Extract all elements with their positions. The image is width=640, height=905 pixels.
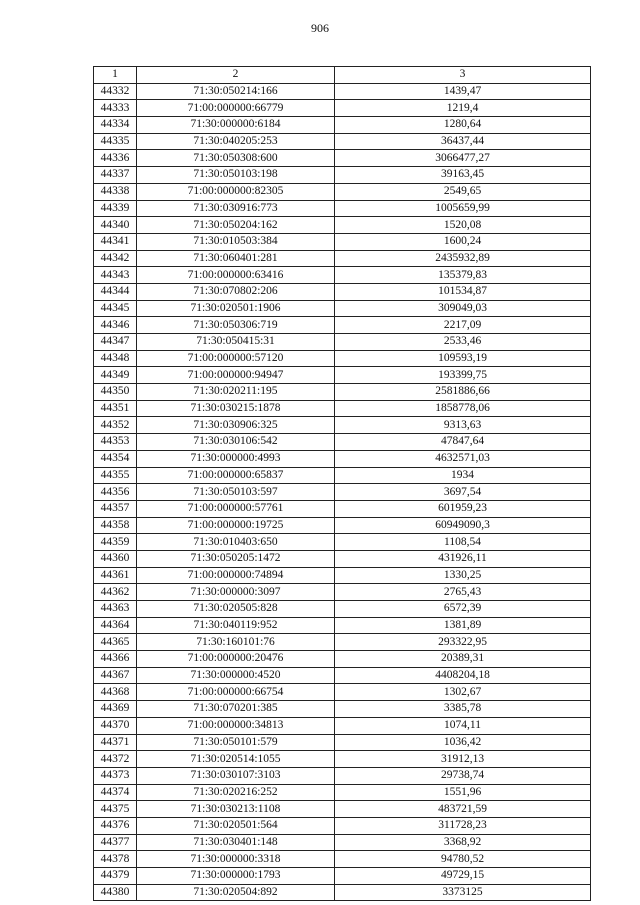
row-number-cell: 44357 — [94, 500, 137, 517]
row-number-cell: 44363 — [94, 601, 137, 618]
value-cell: 2217,09 — [335, 317, 591, 334]
row-number-cell: 44370 — [94, 717, 137, 734]
cadastral-number-cell: 71:30:040205:253 — [137, 133, 335, 150]
row-number-cell: 44354 — [94, 450, 137, 467]
value-cell: 3066477,27 — [335, 150, 591, 167]
cadastral-number-cell: 71:30:020501:564 — [137, 817, 335, 834]
cadastral-number-cell: 71:00:000000:57120 — [137, 350, 335, 367]
row-number-cell: 44372 — [94, 751, 137, 768]
value-cell: 1005659,99 — [335, 200, 591, 217]
row-number-cell: 44365 — [94, 634, 137, 651]
value-cell: 135379,83 — [335, 267, 591, 284]
value-cell: 2765,43 — [335, 584, 591, 601]
table-row — [94, 784, 591, 801]
cadastral-number-cell: 71:30:060401:281 — [137, 250, 335, 267]
value-cell: 1934 — [335, 467, 591, 484]
value-cell: 9313,63 — [335, 417, 591, 434]
table-row — [94, 367, 591, 384]
row-number-cell: 44359 — [94, 534, 137, 551]
row-number-cell: 44380 — [94, 884, 137, 901]
row-number-cell: 44338 — [94, 183, 137, 200]
cadastral-number-cell: 71:30:050415:31 — [137, 334, 335, 351]
value-cell: 1381,89 — [335, 617, 591, 634]
cadastral-number-cell: 71:30:070201:385 — [137, 701, 335, 718]
row-number-cell: 44375 — [94, 801, 137, 818]
value-cell: 20389,31 — [335, 651, 591, 668]
cadastral-number-cell: 71:30:050101:579 — [137, 734, 335, 751]
value-cell: 31912,13 — [335, 751, 591, 768]
row-number-cell: 44362 — [94, 584, 137, 601]
table-row — [94, 133, 591, 150]
value-cell: 193399,75 — [335, 367, 591, 384]
cadastral-number-cell: 71:30:030401:148 — [137, 834, 335, 851]
table-row — [94, 500, 591, 517]
table-row — [94, 617, 591, 634]
row-number-cell: 44371 — [94, 734, 137, 751]
cadastral-number-cell: 71:30:030213:1108 — [137, 801, 335, 818]
cadastral-number-cell: 71:30:050306:719 — [137, 317, 335, 334]
table-body — [94, 83, 591, 901]
value-cell: 309049,03 — [335, 300, 591, 317]
cadastral-number-cell: 71:30:050205:1472 — [137, 550, 335, 567]
row-number-cell: 44352 — [94, 417, 137, 434]
row-number-cell: 44366 — [94, 651, 137, 668]
cadastral-number-cell: 71:30:020514:1055 — [137, 751, 335, 768]
table-row — [94, 717, 591, 734]
value-cell: 1858778,06 — [335, 400, 591, 417]
value-cell: 3697,54 — [335, 484, 591, 501]
row-number-cell: 44349 — [94, 367, 137, 384]
table-row — [94, 817, 591, 834]
table-row — [94, 417, 591, 434]
cadastral-number-cell: 71:30:010503:384 — [137, 233, 335, 250]
cadastral-number-cell: 71:00:000000:94947 — [137, 367, 335, 384]
value-cell: 2435932,89 — [335, 250, 591, 267]
row-number-cell: 44376 — [94, 817, 137, 834]
value-cell: 1219,4 — [335, 100, 591, 117]
value-cell: 3368,92 — [335, 834, 591, 851]
table-row — [94, 450, 591, 467]
value-cell: 431926,11 — [335, 550, 591, 567]
value-cell: 101534,87 — [335, 283, 591, 300]
table-row — [94, 701, 591, 718]
cadastral-number-cell: 71:30:000000:6184 — [137, 117, 335, 134]
row-number-cell: 44360 — [94, 550, 137, 567]
value-cell: 2581886,66 — [335, 384, 591, 401]
value-cell: 1439,47 — [335, 83, 591, 100]
table-row — [94, 517, 591, 534]
row-number-cell: 44345 — [94, 300, 137, 317]
row-number-cell: 44333 — [94, 100, 137, 117]
table-row — [94, 200, 591, 217]
row-number-cell: 44341 — [94, 233, 137, 250]
table-row — [94, 384, 591, 401]
value-cell: 29738,74 — [335, 767, 591, 784]
cadastral-number-cell: 71:00:000000:82305 — [137, 183, 335, 200]
cadastral-number-cell: 71:30:020211:195 — [137, 384, 335, 401]
cadastral-number-cell: 71:30:000000:1793 — [137, 868, 335, 885]
table-row — [94, 167, 591, 184]
value-cell: 47847,64 — [335, 434, 591, 451]
cadastral-number-cell: 71:30:010403:650 — [137, 534, 335, 551]
row-number-cell: 44351 — [94, 400, 137, 417]
row-number-cell: 44364 — [94, 617, 137, 634]
row-number-cell: 44335 — [94, 133, 137, 150]
value-cell: 1108,54 — [335, 534, 591, 551]
table-row — [94, 534, 591, 551]
value-cell: 2533,46 — [335, 334, 591, 351]
table-row — [94, 300, 591, 317]
cadastral-number-cell: 71:30:000000:4520 — [137, 667, 335, 684]
table-row — [94, 550, 591, 567]
value-cell: 483721,59 — [335, 801, 591, 818]
table-row — [94, 751, 591, 768]
column-header-3: 3 — [335, 67, 591, 84]
cadastral-number-cell: 71:30:030215:1878 — [137, 400, 335, 417]
value-cell: 601959,23 — [335, 500, 591, 517]
table-row — [94, 684, 591, 701]
cadastral-number-cell: 71:00:000000:74894 — [137, 567, 335, 584]
table-row — [94, 651, 591, 668]
cadastral-number-cell: 71:00:000000:66754 — [137, 684, 335, 701]
row-number-cell: 44368 — [94, 684, 137, 701]
table-row — [94, 634, 591, 651]
value-cell: 311728,23 — [335, 817, 591, 834]
value-cell: 1520,08 — [335, 217, 591, 234]
table-row — [94, 334, 591, 351]
row-number-cell: 44378 — [94, 851, 137, 868]
row-number-cell: 44374 — [94, 784, 137, 801]
table-row — [94, 150, 591, 167]
cadastral-number-cell: 71:30:000000:3318 — [137, 851, 335, 868]
cadastral-number-cell: 71:00:000000:57761 — [137, 500, 335, 517]
value-cell: 109593,19 — [335, 350, 591, 367]
cadastral-number-cell: 71:30:020504:892 — [137, 884, 335, 901]
value-cell: 1036,42 — [335, 734, 591, 751]
value-cell: 3373125 — [335, 884, 591, 901]
row-number-cell: 44348 — [94, 350, 137, 367]
table-row — [94, 317, 591, 334]
row-number-cell: 44358 — [94, 517, 137, 534]
row-number-cell: 44346 — [94, 317, 137, 334]
row-number-cell: 44340 — [94, 217, 137, 234]
cadastral-number-cell: 71:00:000000:65837 — [137, 467, 335, 484]
cadastral-number-cell: 71:00:000000:34813 — [137, 717, 335, 734]
row-number-cell: 44379 — [94, 868, 137, 885]
value-cell: 1551,96 — [335, 784, 591, 801]
value-cell: 39163,45 — [335, 167, 591, 184]
row-number-cell: 44347 — [94, 334, 137, 351]
table-row — [94, 283, 591, 300]
row-number-cell: 44332 — [94, 83, 137, 100]
cadastral-number-cell: 71:30:030906:325 — [137, 417, 335, 434]
value-cell: 4632571,03 — [335, 450, 591, 467]
row-number-cell: 44336 — [94, 150, 137, 167]
cadastral-number-cell: 71:00:000000:19725 — [137, 517, 335, 534]
row-number-cell: 44343 — [94, 267, 137, 284]
cadastral-number-cell: 71:30:050214:166 — [137, 83, 335, 100]
value-cell: 36437,44 — [335, 133, 591, 150]
cadastral-number-cell: 71:30:040119:952 — [137, 617, 335, 634]
table-row — [94, 350, 591, 367]
cadastral-number-cell: 71:30:050204:162 — [137, 217, 335, 234]
row-number-cell: 44339 — [94, 200, 137, 217]
row-number-cell: 44350 — [94, 384, 137, 401]
row-number-cell: 44369 — [94, 701, 137, 718]
cadastral-number-cell: 71:30:030106:542 — [137, 434, 335, 451]
cadastral-number-cell: 71:30:050103:597 — [137, 484, 335, 501]
row-number-cell: 44367 — [94, 667, 137, 684]
cadastral-number-cell: 71:30:030107:3103 — [137, 767, 335, 784]
value-cell: 4408204,18 — [335, 667, 591, 684]
row-number-cell: 44356 — [94, 484, 137, 501]
cadastral-number-cell: 71:30:070802:206 — [137, 283, 335, 300]
value-cell: 1330,25 — [335, 567, 591, 584]
row-number-cell: 44334 — [94, 117, 137, 134]
table-row — [94, 217, 591, 234]
table-row — [94, 834, 591, 851]
column-header-1: 1 — [94, 67, 137, 84]
value-cell: 1280,64 — [335, 117, 591, 134]
value-cell: 1302,67 — [335, 684, 591, 701]
table-row — [94, 100, 591, 117]
table-row — [94, 484, 591, 501]
table-row — [94, 233, 591, 250]
row-number-cell: 44342 — [94, 250, 137, 267]
value-cell: 94780,52 — [335, 851, 591, 868]
table-row — [94, 767, 591, 784]
table-row — [94, 734, 591, 751]
table-row — [94, 801, 591, 818]
value-cell: 1600,24 — [335, 233, 591, 250]
value-cell: 3385,78 — [335, 701, 591, 718]
cadastral-number-cell: 71:30:000000:3097 — [137, 584, 335, 601]
cadastral-number-cell: 71:30:020505:828 — [137, 601, 335, 618]
table-row — [94, 117, 591, 134]
value-cell: 2549,65 — [335, 183, 591, 200]
column-header-2: 2 — [137, 67, 335, 84]
value-cell: 49729,15 — [335, 868, 591, 885]
table-row — [94, 601, 591, 618]
table-row — [94, 851, 591, 868]
table-row — [94, 584, 591, 601]
row-number-cell: 44344 — [94, 283, 137, 300]
page-number: 906 — [311, 21, 329, 35]
cadastral-number-cell: 71:30:160101:76 — [137, 634, 335, 651]
cadastral-number-cell: 71:30:050103:198 — [137, 167, 335, 184]
registry-table — [93, 66, 591, 901]
table-row — [94, 868, 591, 885]
row-number-cell: 44337 — [94, 167, 137, 184]
row-number-cell: 44373 — [94, 767, 137, 784]
value-cell: 60949090,3 — [335, 517, 591, 534]
table-row — [94, 250, 591, 267]
row-number-cell: 44361 — [94, 567, 137, 584]
cadastral-number-cell: 71:00:000000:63416 — [137, 267, 335, 284]
table-row — [94, 467, 591, 484]
table-row — [94, 667, 591, 684]
table-row — [94, 267, 591, 284]
row-number-cell: 44355 — [94, 467, 137, 484]
table-row — [94, 400, 591, 417]
cadastral-number-cell: 71:00:000000:66779 — [137, 100, 335, 117]
row-number-cell: 44353 — [94, 434, 137, 451]
table-row — [94, 567, 591, 584]
cadastral-number-cell: 71:30:030916:773 — [137, 200, 335, 217]
value-cell: 1074,11 — [335, 717, 591, 734]
table-row — [94, 434, 591, 451]
value-cell: 6572,39 — [335, 601, 591, 618]
table-header-row — [94, 67, 591, 84]
cadastral-number-cell: 71:30:000000:4993 — [137, 450, 335, 467]
row-number-cell: 44377 — [94, 834, 137, 851]
value-cell: 293322,95 — [335, 634, 591, 651]
cadastral-number-cell: 71:30:020501:1906 — [137, 300, 335, 317]
cadastral-number-cell: 71:30:020216:252 — [137, 784, 335, 801]
cadastral-number-cell: 71:00:000000:20476 — [137, 651, 335, 668]
table-row — [94, 884, 591, 901]
cadastral-number-cell: 71:30:050308:600 — [137, 150, 335, 167]
table-row — [94, 83, 591, 100]
table-row — [94, 183, 591, 200]
